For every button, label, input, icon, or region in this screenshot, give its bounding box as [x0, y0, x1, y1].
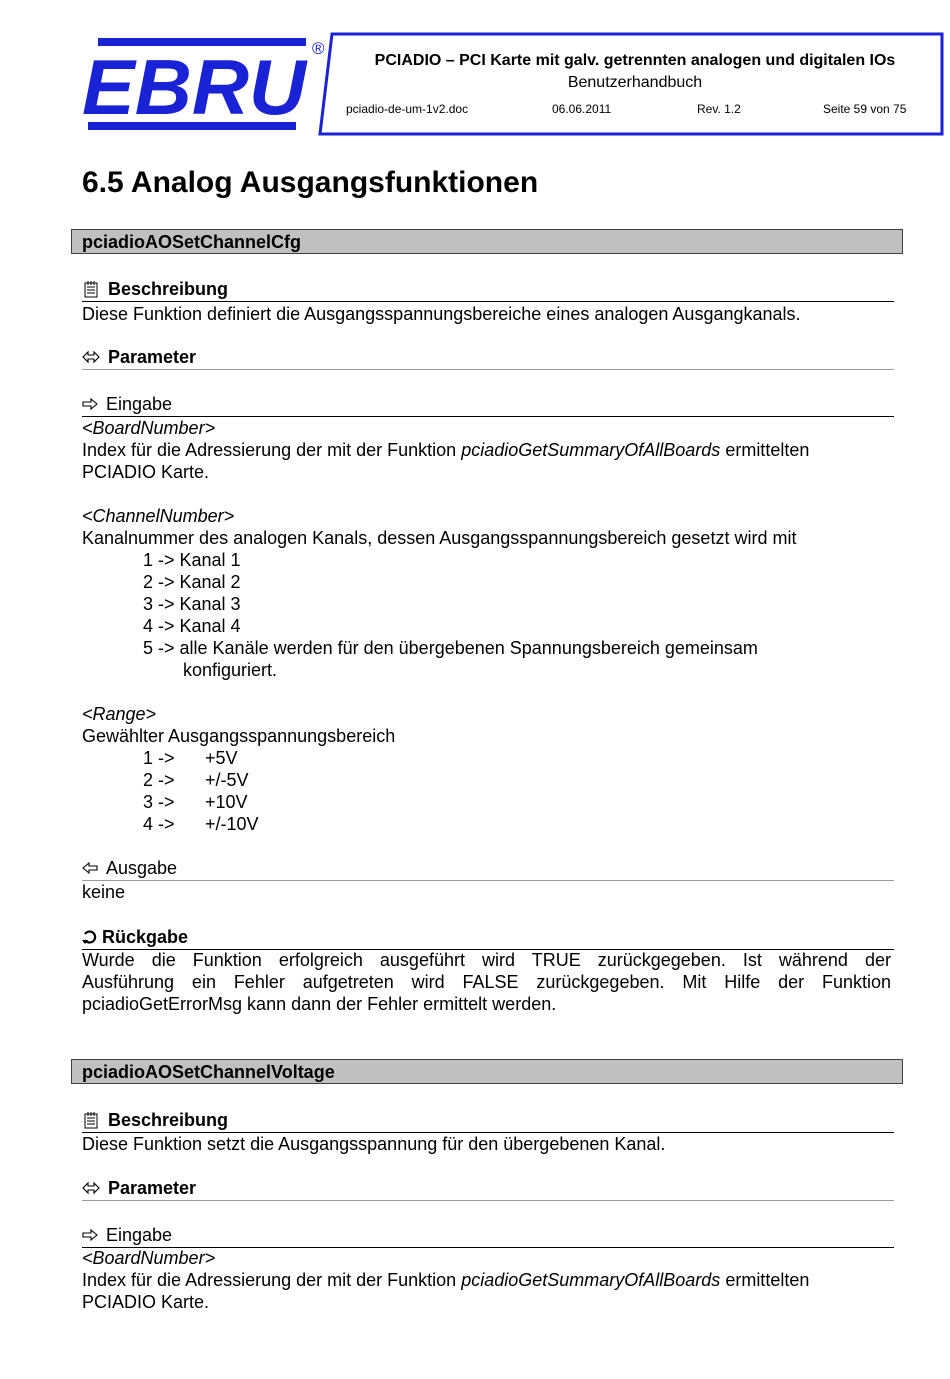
param-name: <ChannelNumber> [82, 506, 235, 526]
beschreibung-text: Diese Funktion definiert die Ausgangsspannungsbereiche eines analogen Ausgangkanals. [82, 304, 801, 324]
parameter-heading [82, 1176, 894, 1201]
heading-label: Parameter [108, 347, 197, 367]
param-description: Kanalnummer des analogen Kanals, dessen Ausgangsspannungsbereich gesetzt wird mit [82, 528, 797, 548]
channel-option-cont: konfiguriert. [183, 660, 278, 680]
param-description-cont: PCIADIO Karte. [82, 1292, 210, 1312]
document-date: 06.06.2011 [552, 102, 612, 116]
range-key: 3 -> [143, 792, 175, 812]
heading-label: Beschreibung [108, 279, 229, 299]
arrow-left-icon [82, 861, 98, 875]
page-number: Seite 59 von 75 [823, 102, 907, 116]
param-description: Gewählter Ausgangsspannungsbereich [82, 726, 396, 746]
range-key: 4 -> [143, 814, 175, 834]
rueckgabe-text-line: pciadioGetErrorMsg kann dann der Fehler ermittelt werden. [82, 994, 557, 1014]
document-title: PCIADIO – PCI Karte mit galv. getrennten analogen und digitalen IOs [374, 52, 896, 69]
parameter-heading [82, 345, 894, 370]
param-name: <Range> [82, 704, 157, 724]
range-value: +10V [205, 792, 248, 812]
channel-option: 3 -> Kanal 3 [143, 594, 241, 614]
channel-option: 4 -> Kanal 4 [143, 616, 241, 636]
logo-text: EBRU [82, 43, 308, 131]
param-description-cont: PCIADIO Karte. [82, 462, 210, 482]
range-value: +5V [205, 748, 238, 768]
file-name: pciadio-de-um-1v2.doc [346, 102, 469, 116]
param-description: Index für die Adressierung der mit der Funktion pciadioGetSummaryOfAllBoards ermittelten [82, 1270, 810, 1290]
heading-label: Rückgabe [102, 927, 189, 947]
return-arrow-icon [82, 929, 98, 945]
section-title: 6.5 Analog Ausgangsfunktionen [82, 166, 539, 199]
ausgabe-heading [82, 856, 894, 881]
registered-mark: ® [312, 39, 325, 58]
rueckgabe-heading [82, 925, 894, 950]
double-arrow-icon [82, 350, 100, 364]
arrow-right-icon [82, 1228, 98, 1242]
function-name-bar: pciadioAOSetChannelCfg [71, 229, 903, 254]
revision: Rev. 1.2 [697, 102, 741, 116]
channel-option: 1 -> Kanal 1 [143, 550, 241, 570]
heading-label: Eingabe [106, 394, 173, 414]
ausgabe-text: keine [82, 882, 126, 902]
param-name: <BoardNumber> [82, 418, 216, 438]
range-key: 1 -> [143, 748, 175, 768]
beschreibung-text: Diese Funktion setzt die Ausgangsspannung für den übergebenen Kanal. [82, 1134, 666, 1154]
param-description: Index für die Adressierung der mit der Funktion pciadioGetSummaryOfAllBoards ermittelten [82, 440, 810, 460]
heading-label: Eingabe [106, 1225, 173, 1245]
beschreibung-heading [82, 1108, 894, 1133]
heading-label: Ausgabe [106, 858, 178, 878]
arrow-right-icon [82, 397, 98, 411]
eingabe-heading [82, 1223, 894, 1248]
rueckgabe-text-line: Wurde die Funktion erfolgreich ausgeführt wird TRUE zurückgegeben. Ist während der [82, 950, 891, 970]
channel-option: 2 -> Kanal 2 [143, 572, 241, 592]
double-arrow-icon [82, 1181, 100, 1195]
range-value: +/-5V [205, 770, 249, 790]
ebru-logo [80, 34, 330, 138]
rueckgabe-text-line: Ausführung ein Fehler aufgetreten wird FALSE zurückgegeben. Mit Hilfe der Funktion [82, 972, 891, 992]
channel-option: 5 -> alle Kanäle werden für den übergebenen Spannungsbereich gemeinsam [143, 638, 758, 658]
heading-label: Parameter [108, 1178, 197, 1198]
notepad-icon [82, 1111, 100, 1129]
heading-label: Beschreibung [108, 1110, 229, 1130]
range-key: 2 -> [143, 770, 175, 790]
param-name: <BoardNumber> [82, 1248, 216, 1268]
range-value: +/-10V [205, 814, 259, 834]
notepad-icon [82, 280, 100, 298]
eingabe-heading [82, 392, 894, 417]
function-name-bar: pciadioAOSetChannelVoltage [71, 1059, 903, 1084]
beschreibung-heading [82, 277, 894, 302]
document-subtitle: Benutzerhandbuch [567, 74, 703, 91]
